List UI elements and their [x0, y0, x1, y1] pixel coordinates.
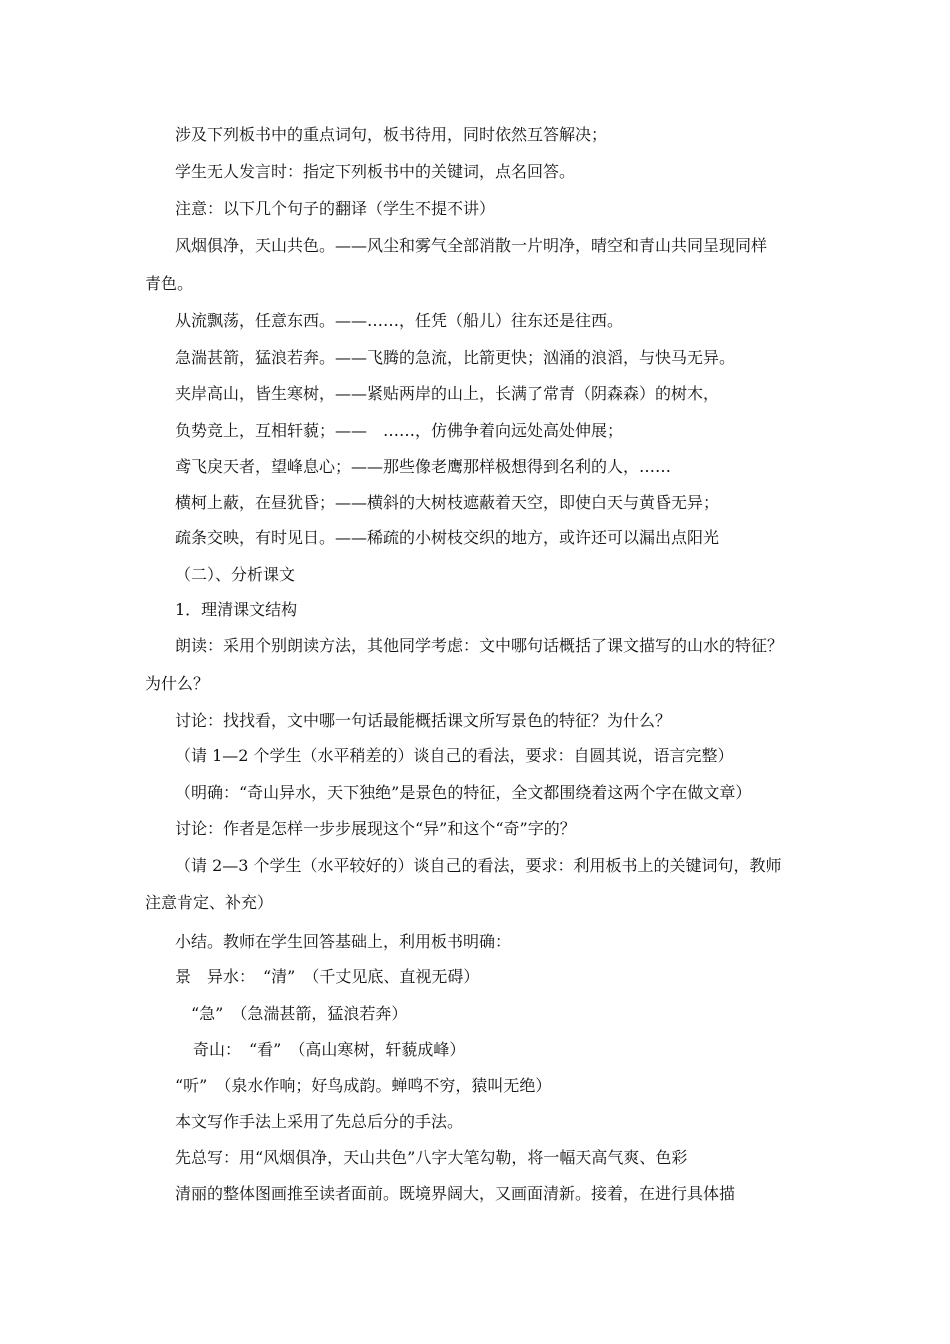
board-line: “听” （泉水作响；好鸟成韵。蝉鸣不穷，猿叫无绝）	[175, 1076, 552, 1095]
text-line: 先总写：用“风烟俱净，天山共色”八字大笔勾勒，将一幅天高气爽、色彩	[175, 1148, 688, 1167]
text-line: （请 1—2 个学生（水平稍差的）谈自己的看法，要求：自圆其说，语言完整）	[175, 746, 734, 765]
text-line: 清丽的整体图画推至读者面前。既境界阔大，又画面清新。接着，在进行具体描	[175, 1184, 736, 1203]
board-line: “急” （急湍甚箭，猛浪若奔）	[191, 1004, 408, 1023]
text-line: 急湍甚箭，猛浪若奔。——飞腾的急流，比箭更快；汹涌的浪滔，与快马无异。	[175, 348, 736, 367]
text-line: 为什么？	[145, 674, 210, 693]
text-line: 夹岸高山，皆生寒树，——紧贴两岸的山上，长满了常青（阴森森）的树木，	[175, 384, 720, 403]
text-line: 朗读：采用个别朗读方法，其他同学考虑：文中哪句话概括了课文描写的山水的特征？	[175, 636, 784, 655]
text-line: 注意：以下几个句子的翻译（学生不提不讲）	[175, 199, 496, 218]
text-line: 青色。	[145, 274, 194, 293]
board-line: 奇山： “看” （高山寒树，轩藐成峰）	[193, 1040, 466, 1059]
text-line: 负势竞上，互相轩藐；—— ……，仿佛争着向远处高处伸展；	[175, 421, 624, 440]
subsection-heading: 1．理清课文结构	[175, 600, 298, 619]
text-line: 鸢飞戾天者，望峰息心；——那些像老鹰那样极想得到名利的人，……	[175, 457, 672, 476]
text-line: （请 2—3 个学生（水平较好的）谈自己的看法，要求：利用板书上的关键词句，教师	[175, 856, 782, 875]
text-line: 讨论：作者是怎样一步步展现这个“异”和这个“奇”字的？	[175, 819, 576, 838]
text-line: 本文写作手法上采用了先总后分的手法。	[175, 1112, 464, 1131]
board-line: 景 异水： “清” （千丈见底、直视无碍）	[175, 967, 480, 986]
text-line: 风烟俱净，天山共色。——风尘和雾气全部消散一片明净，晴空和青山共同呈现同样	[175, 236, 768, 255]
text-line: 横柯上蔽，在昼犹昏；——横斜的大树枝遮蔽着天空，即使白天与黄昏无异；	[175, 493, 720, 512]
text-line: 讨论：找找看，文中哪一句话最能概括课文所写景色的特征？为什么？	[175, 711, 672, 730]
text-line: 注意肯定、补充）	[145, 893, 274, 912]
text-line: （明确：“奇山异水，天下独绝”是景色的特征，全文都围绕着这两个字在做文章）	[175, 783, 752, 802]
section-heading: （二）、分析课文	[175, 565, 296, 584]
text-line: 疏条交映，有时见日。——稀疏的小树枝交织的地方，或许还可以漏出点阳光	[175, 528, 720, 547]
text-line: 小结。教师在学生回答基础上，利用板书明确：	[175, 932, 512, 951]
text-line: 涉及下列板书中的重点词句，板书待用，同时依然互答解决；	[175, 125, 608, 144]
text-line: 学生无人发言时：指定下列板书中的关键词，点名回答。	[175, 162, 576, 181]
text-line: 从流飘荡，任意东西。——……，任凭（船儿）往东还是往西。	[175, 311, 624, 330]
